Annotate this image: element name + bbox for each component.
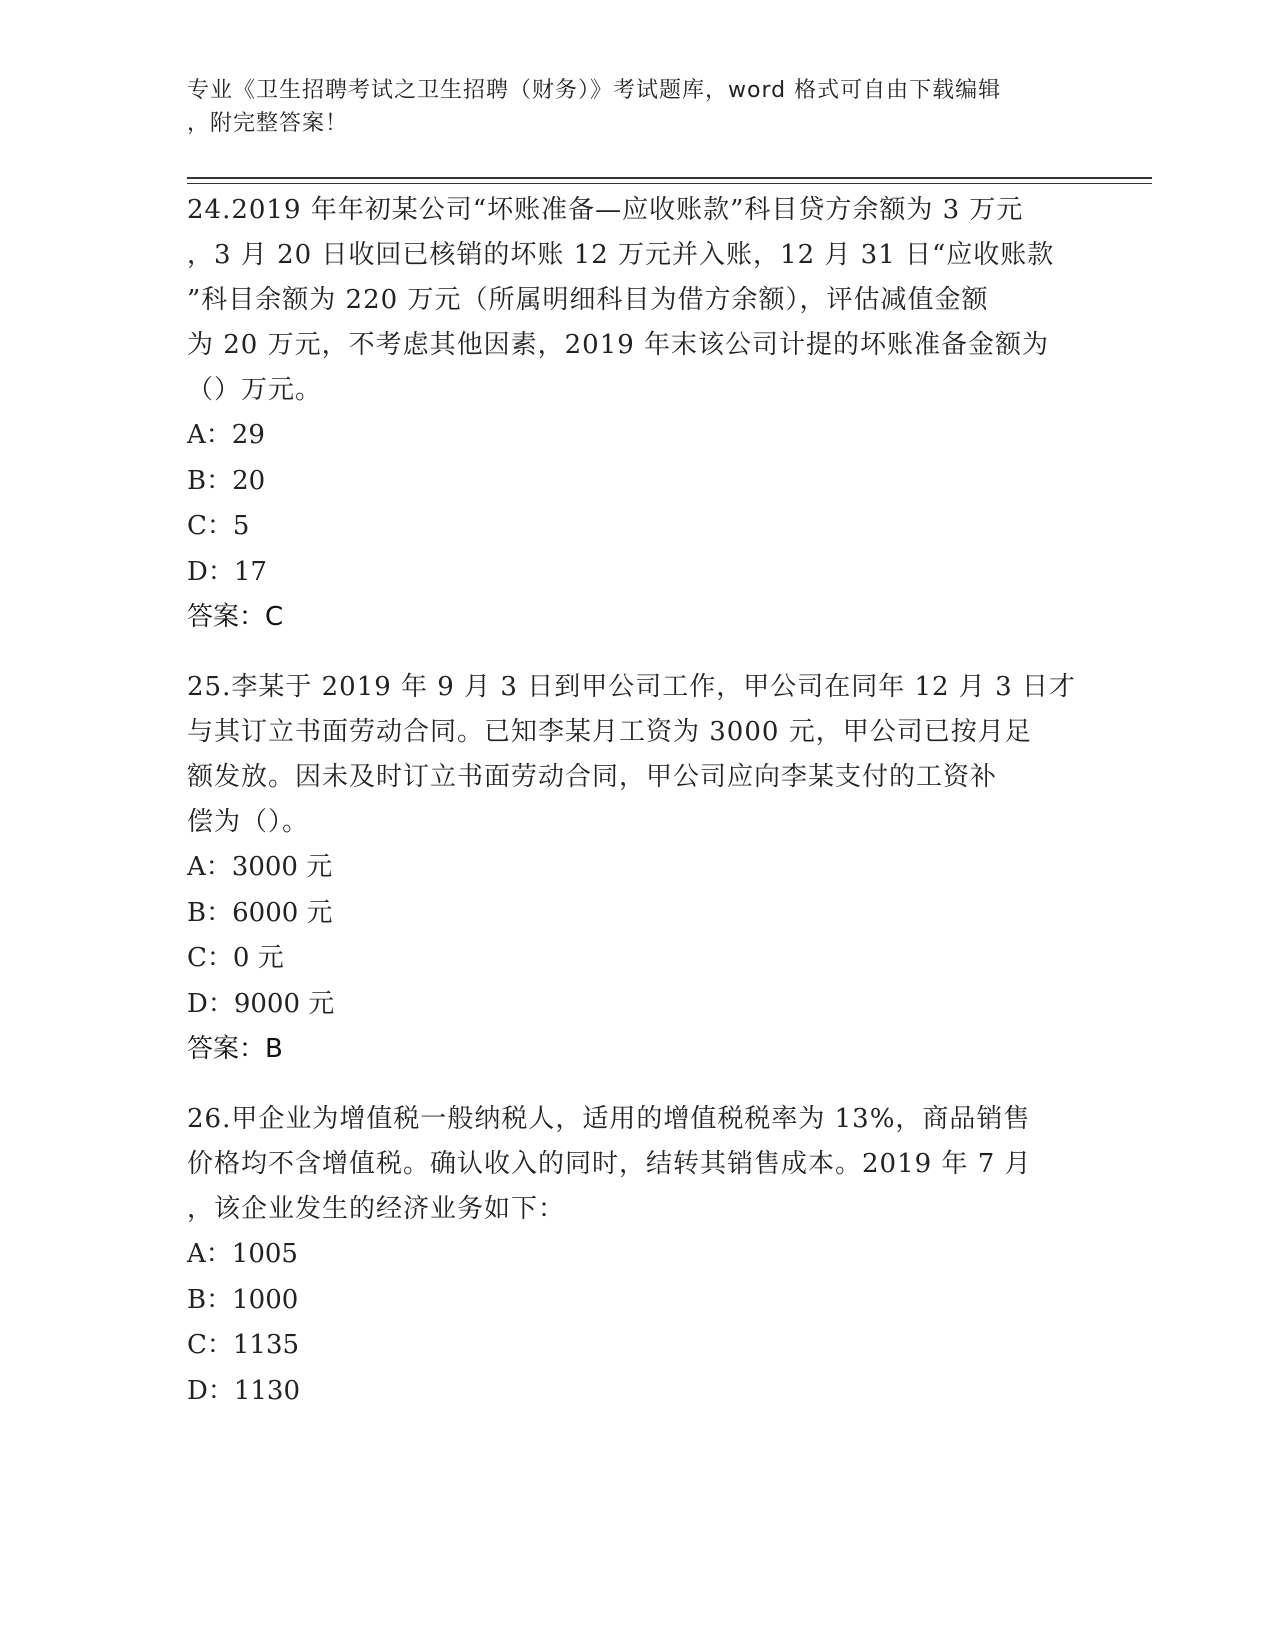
option-b: B：6000 元 bbox=[187, 897, 333, 928]
question-text-line: 26.甲企业为增值税一般纳税人，适用的增值税税率为 13%，商品销售 bbox=[187, 1104, 1031, 1134]
option-b: B：20 bbox=[187, 465, 266, 496]
header-divider bbox=[187, 177, 1152, 179]
option-c: C：5 bbox=[187, 511, 250, 541]
option-a: A：3000 元 bbox=[187, 852, 333, 882]
question-text-line: 额发放。因未及时订立书面劳动合同，甲公司应向李某支付的工资补 bbox=[187, 762, 998, 792]
question-text-line: 25.李某于 2019 年 9 月 3 日到甲公司工作，甲公司在同年 12 月 3 日才 bbox=[187, 672, 1076, 702]
question-26 bbox=[187, 1097, 1087, 1414]
question-text-line: ，3 月 20 日收回已核销的坏账 12 万元并入账，12 月 31 日“应收账款 bbox=[187, 240, 1055, 270]
option-d: D：9000 元 bbox=[187, 988, 335, 1019]
header-divider-thin bbox=[187, 183, 1152, 184]
option-a: A：1005 bbox=[187, 1239, 298, 1269]
option-d: D：1130 bbox=[187, 1375, 301, 1406]
question-text-line: 与其订立书面劳动合同。已知李某月工资为 3000 元，甲公司已按月足 bbox=[187, 717, 1032, 747]
option-c: C：0 元 bbox=[187, 943, 284, 973]
question-text-line: 偿为（）。 bbox=[187, 807, 310, 837]
question-text-line: 24.2019 年年初某公司“坏账准备—应收账款”科目贷方余额为 3 万元 bbox=[187, 195, 1024, 225]
option-b: B：1000 bbox=[187, 1284, 299, 1315]
document-header bbox=[187, 74, 1067, 140]
option-d: D：17 bbox=[187, 556, 267, 587]
question-text-line: （）万元。 bbox=[187, 375, 323, 405]
option-a: A：29 bbox=[187, 420, 265, 450]
answer-line: 答案：C bbox=[187, 602, 284, 632]
header-line-2: ，附完整答案！ bbox=[187, 111, 349, 136]
header-line-1: 专业《卫生招聘考试之卫生招聘（财务）》考试题库，word 格式可自由下载编辑 bbox=[187, 78, 1002, 103]
question-24 bbox=[187, 188, 1087, 640]
answer-line: 答案：B bbox=[187, 1034, 283, 1064]
question-text-line: 为 20 万元，不考虑其他因素，2019 年末该公司计提的坏账准备金额为 bbox=[187, 330, 1050, 360]
question-text-line: ”科目余额为 220 万元（所属明细科目为借方余额），评估减值金额 bbox=[187, 285, 989, 315]
question-text-line: 价格均不含增值税。确认收入的同时，结转其销售成本。2019 年 7 月 bbox=[187, 1149, 1032, 1179]
option-c: C：1135 bbox=[187, 1330, 300, 1360]
question-text-line: ，该企业发生的经济业务如下： bbox=[187, 1194, 566, 1224]
question-25 bbox=[187, 665, 1087, 1072]
